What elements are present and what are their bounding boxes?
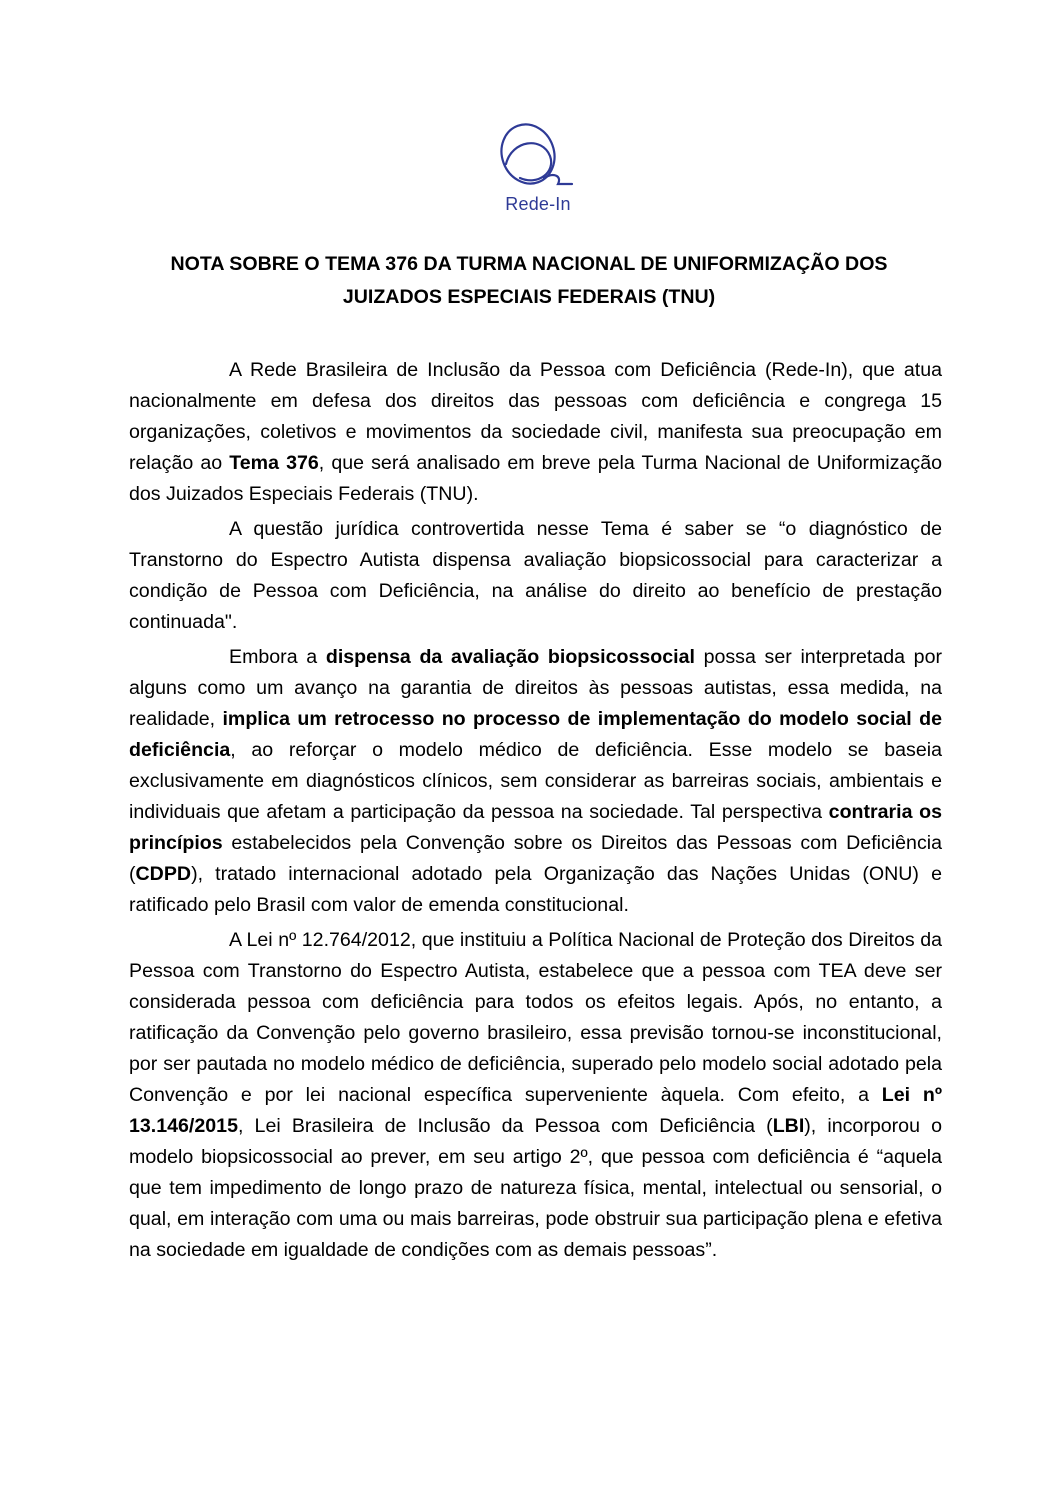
title-line-2: JUIZADOS ESPECIAIS FEDERAIS (TNU) bbox=[342, 286, 716, 308]
rede-in-logo bbox=[488, 120, 580, 220]
title-line-1: NOTA SOBRE O TEMA 376 DA TURMA NACIONAL DE UNIFORMIZAÇÃO DOS bbox=[170, 253, 888, 275]
paragraph-4: A Lei nº 12.764/2012, que instituiu a Política Nacional de Proteção dos Direitos da Pessoa com Transtorno do Espectro Autista, estabelece que a pessoa com TEA deve ser considerada pessoa com deficiência para todos os efeitos legais. Após, no entanto, a ratificação da Convenção pelo governo brasileiro, essa previsão tornou-se inconstitucional, por ser pautada no modelo médico de deficiência, superado pelo modelo social adotado pela Convenção e por lei nacional específica superveniente àquela. Com efeito, a Lei nº 13.146/2015, Lei Brasileira de Inclusão da Pessoa com Deficiência (LBI), incorporou o modelo biopsicossocial ao prever, em seu artigo 2º, que pessoa com deficiência é “aquela que tem impedimento de longo prazo de natureza física, mental, intelectual ou sensorial, o qual, em interação com uma ou mais barreiras, pode obstruir sua participação plena e efetiva na sociedade em igualdade de condições com as demais pessoas”. bbox=[129, 929, 942, 1261]
paragraph-1: A Rede Brasileira de Inclusão da Pessoa com Deficiência (Rede-In), que atua nacionalmente em defesa dos direitos das pessoas com deficiência e congrega 15 organizações, coletivos e movimentos da sociedade civil, manifesta sua preocupação em relação ao Tema 376, que será analisado em breve pela Turma Nacional de Uniformização dos Juizados Especiais Federais (TNU). bbox=[129, 359, 942, 505]
paragraph-3: Embora a dispensa da avaliação biopsicossocial possa ser interpretada por alguns como um avanço na garantia de direitos às pessoas autistas, essa medida, na realidade, implica um retrocesso no processo de implementação do modelo social de deficiência, ao reforçar o modelo médico de deficiência. Esse modelo se baseia exclusivamente em diagnósticos clínicos, sem considerar as barreiras sociais, ambientais e individuais que afetam a participação da pessoa na sociedade. Tal perspectiva contraria os princípios estabelecidos pela Convenção sobre os Direitos das Pessoas com Deficiência (CDPD), tratado internacional adotado pela Organização das Nações Unidas (ONU) e ratificado pelo Brasil com valor de emenda constitucional. bbox=[129, 646, 942, 916]
rede-in-logo-mark-icon bbox=[488, 120, 580, 192]
document-body bbox=[129, 355, 942, 1270]
document-title bbox=[100, 248, 958, 314]
logo-text: Rede-In bbox=[505, 194, 571, 214]
paragraph-2: A questão jurídica controvertida nesse Tema é saber se “o diagnóstico de Transtorno do Espectro Autista dispensa avaliação biopsicossocial para caracterizar a condição de Pessoa com Deficiência, na análise do direito ao benefício de prestação continuada". bbox=[129, 518, 942, 633]
